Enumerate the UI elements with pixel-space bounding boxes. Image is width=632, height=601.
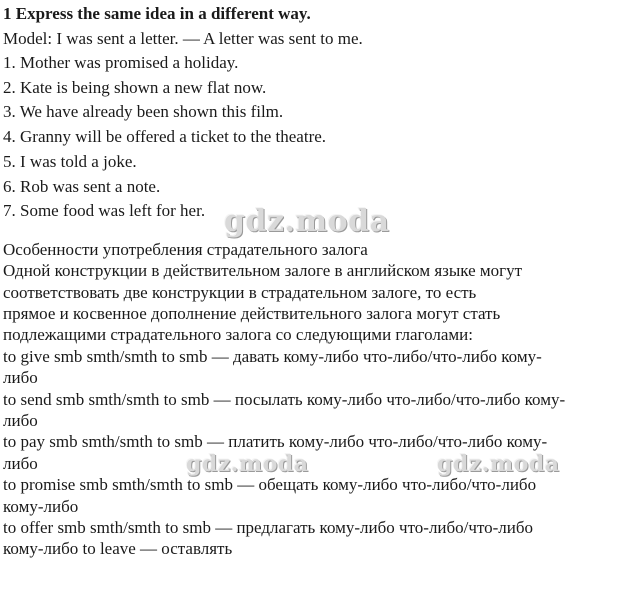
grammar-intro-line-2: соответствовать две конструкции в страдательном залоге, то есть [3,283,477,302]
verb-promise-line-2: кому-либо [3,497,79,516]
verb-send-line-2: либо [3,411,38,430]
exercise-item-2: 2. Kate is being shown a new flat now. [3,78,267,97]
verb-pay-line-2: либо [3,454,38,473]
exercise-item-7: 7. Some food was left for her. [3,201,206,220]
grammar-heading: Особенности употребления страдательного залога [3,240,368,259]
exercise-item-4: 4. Granny will be offered a ticket to the theatre. [3,127,327,146]
model-line: Model: I was sent a letter. — A letter was sent to me. [3,29,363,48]
verb-send-line-1: to send smb smth/smth to smb — посылать кому-либо что-либо/что-либо кому- [3,390,566,409]
exercise-item-6: 6. Rob was sent a note. [3,177,161,196]
verb-pay-line-1: to pay smb smth/smth to smb — платить кому-либо что-либо/что-либо кому- [3,432,548,451]
exercise-item-1: 1. Mother was promised a holiday. [3,53,239,72]
verb-give-line-2: либо [3,368,38,387]
watermark-logo: gdz.moda [186,451,309,477]
exercise-item-5: 5. I was told a joke. [3,152,137,171]
exercise-item-3: 3. We have already been shown this film. [3,102,284,121]
verb-offer-line-1: to offer smb smth/smth to smb — предлагать кому-либо что-либо/что-либо [3,518,534,537]
exercise-title: 1 Express the same idea in a different way. [3,4,311,23]
grammar-intro-line-3: прямое и косвенное дополнение действительного залога могут стать [3,304,501,323]
watermark-logo: gdz.moda [224,204,390,239]
verb-promise-line-1: to promise smb smth/smth to smb — обещать кому-либо что-либо/что-либо [3,475,537,494]
verb-give-line-1: to give smb smth/smth to smb — давать кому-либо что-либо/что-либо кому- [3,347,542,366]
grammar-intro-line-4: подлежащими страдательного залога со следующими глаголами: [3,325,473,344]
grammar-intro-line-1: Одной конструкции в действительном залоге в английском языке могут [3,261,523,280]
watermark-logo: gdz.moda [437,451,560,477]
verb-offer-line-2: кому-либо to leave — оставлять [3,539,233,558]
